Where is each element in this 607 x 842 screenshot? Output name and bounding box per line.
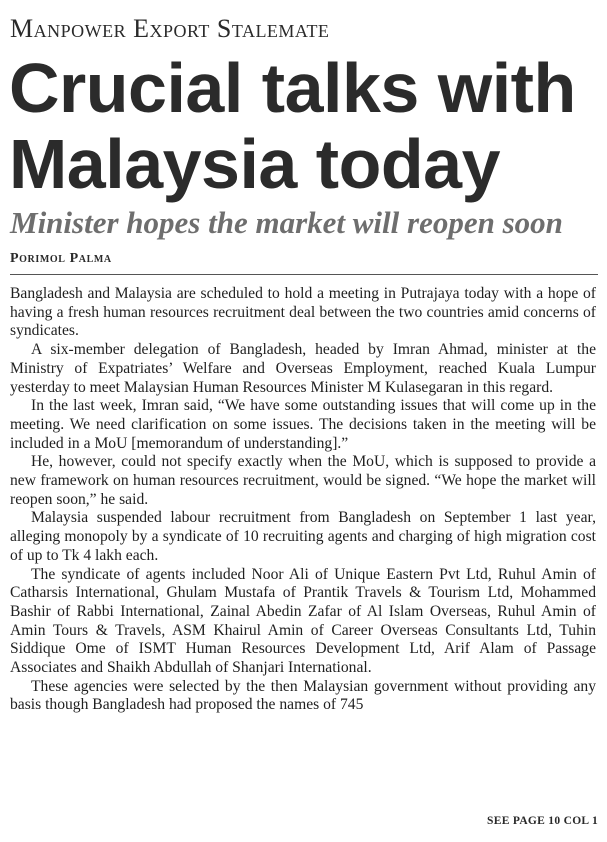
paragraph: Bangladesh and Malaysia are scheduled to hold a meeting in Putrajaya today with a hope of having a fresh human resources recruitment deal between the two countries amid concerns of syndicates. [10,285,596,340]
headline-line-1: Crucial talks with [9,49,576,127]
divider-rule [10,274,598,275]
paragraph: A six-member delegation of Bangladesh, headed by Imran Ahmad, minister at the Ministry of Expatriates’ Welfare and Overseas Employment, reached Kuala Lumpur yesterday to meet Malaysian Human Resources Minister M Kulasegaran in this regard. [10,341,596,396]
article-body [10,285,596,715]
subheadline: Minister hopes the market will reopen soon [10,205,563,240]
paragraph: He, however, could not specify exactly when the MoU, which is supposed to provide a new framework on human resources recruitment, would be signed. “We hope the market will reopen soon,” he said. [10,453,596,508]
headline-line-2: Malaysia today [9,125,500,203]
byline: Porimol Palma [10,251,112,266]
paragraph: These agencies were selected by the then Malaysian government without providing any basis though Bangladesh had proposed the names of 745 [10,677,596,714]
kicker: Manpower Export Stalemate [10,14,330,43]
continuation-note: SEE PAGE 10 COL 1 [487,815,598,827]
paragraph: The syndicate of agents included Noor Ali of Unique Eastern Pvt Ltd, Ruhul Amin of Catharsis International, Ghulam Mustafa of Prantik Travels & Tourism Ltd, Mohammed Bashir of Rabbi International, Zainal Abedin Zafar of Al Islam Overseas, Ruhul Amin of Amin Tours & Travels, ASM Khairul Amin of Career Overseas Consultants Ltd, Tuhin Siddique Ome of ISMT Human Resources Development Ltd, Arif Alam of Passage Associates and Shaikh Abdullah of Shanjari International. [10,565,596,677]
paragraph: Malaysia suspended labour recruitment from Bangladesh on September 1 last year, alleging monopoly by a syndicate of 10 recruiting agents and charging of high migration cost of up to Tk 4 lakh each. [10,509,596,564]
paragraph: In the last week, Imran said, “We have some outstanding issues that will come up in the meeting. We need clarification on some issues. The decisions taken in the meeting will be included in a MoU [memorandum of understanding].” [10,397,596,452]
headline [9,50,599,202]
